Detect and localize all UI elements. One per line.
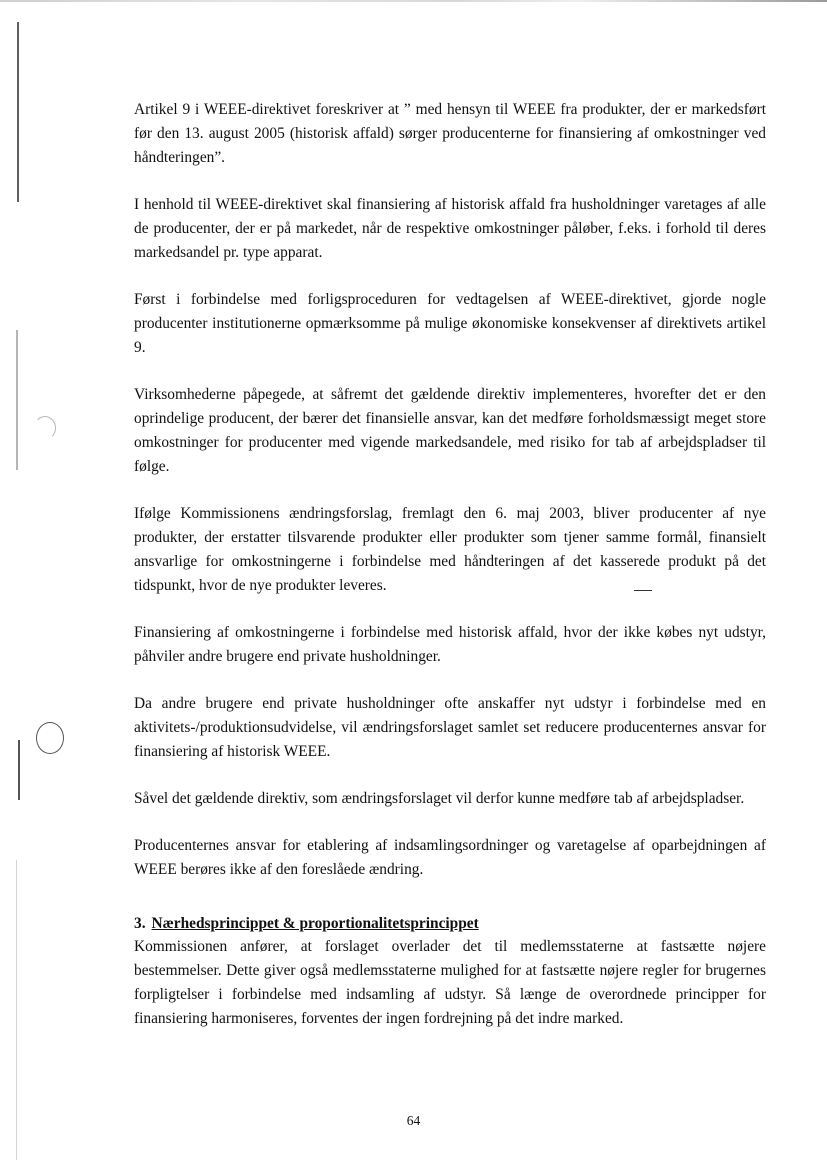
page-number: 64 xyxy=(406,1113,421,1128)
paragraph: Først i forbindelse med forligsproceduren for vedtagelsen af WEEE-direktivet, gjorde nogle producenter institutionerne opmærksomme på mulige økonomiske konsekvenser af direktivets artikel 9. xyxy=(134,291,766,356)
section-number: 3. xyxy=(134,915,146,932)
paragraph: I henhold til WEEE-direktivet skal finansiering af historisk affald fra husholdninger varetages af alle de producenter, der er på markedet, når de respektive omkostninger påløber, f.eks. i forhold til deres markedsandel pr. type apparat. xyxy=(134,196,766,261)
scan-edge-left xyxy=(17,22,19,202)
scan-edge-left xyxy=(18,740,20,800)
scan-edge-top xyxy=(0,0,827,2)
punch-hole-mark xyxy=(36,722,64,754)
paragraph: Artikel 9 i WEEE-direktivet foreskriver at ” med hensyn til WEEE fra produkter, der er markedsført før den 13. august 2005 (historisk affald) sørger producenterne for finansiering af omkostninger ved håndteringen”. xyxy=(134,101,766,166)
paragraph: Ifølge Kommissionens ændringsforslag, fremlagt den 6. maj 2003, bliver producenter af nye produkter, der erstatter tilsvarende produkter eller produkter som tjener samme formål, finansielt ansvarlige for omkostningerne i forbindelse med håndteringen af det kasserede produkt på det tidspunkt, hvor de nye produkter leveres. xyxy=(134,505,766,594)
section-paragraph: Kommissionen anfører, at forslaget overlader det til medlemsstaterne at fastsætte nøjere bestemmelser. Dette giver også medlemsstaterne mulighed for at fastsætte nøjere regler for brugernes forpligtelser i forbindelse med indsamling af udstyr. Så længe de overordnede principper for finansiering harmoniseres, forventes der ingen fordrejning på det indre marked. xyxy=(134,938,766,1027)
stray-mark xyxy=(634,590,652,591)
paragraph: Producenternes ansvar for etablering af indsamlingsordninger og varetagelse af oparbejdningen af WEEE berøres ikke af den foreslåede ændring. xyxy=(134,837,766,878)
paragraph: Virksomhederne påpegede, at såfremt det gældende direktiv implementeres, hvorefter det er den oprindelige producent, der bærer det finansielle ansvar, kan det medføre forholdsmæssigt meget store omkostninger for producenter med vigende markedsandele, med risiko for tab af arbejdspladser til følge. xyxy=(134,386,766,475)
document-body xyxy=(134,98,766,1031)
paragraph: Finansiering af omkostningerne i forbindelse med historisk affald, hvor der ikke købes nyt udstyr, påhviler andre brugere end private husholdninger. xyxy=(134,624,766,665)
section-heading xyxy=(134,905,766,935)
punch-hole-mark xyxy=(34,416,56,440)
scan-edge-left xyxy=(16,330,18,470)
section-title: Nærhedsprincippet & proportionalitetsprincippet xyxy=(151,915,479,932)
paragraph: Såvel det gældende direktiv, som ændringsforslaget vil derfor kunne medføre tab af arbejdspladser. xyxy=(134,790,745,807)
paragraph: Da andre brugere end private husholdninger ofte anskaffer nyt udstyr i forbindelse med en aktivitets-/produktionsudvidelse, vil ændringsforslaget samlet set reducere producenternes ansvar for finansiering af historisk WEEE. xyxy=(134,695,766,760)
